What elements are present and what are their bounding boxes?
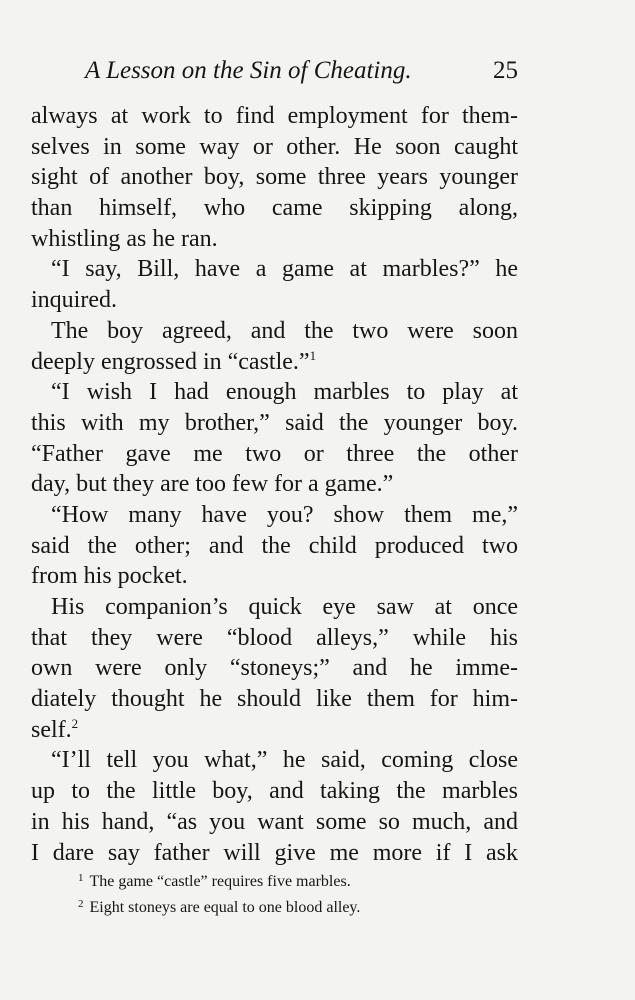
text-line-content: up to the little boy, and taking the marbles: [31, 778, 518, 805]
text-line: [31, 592, 518, 623]
text-line-content: this with my brother,” said the younger boy.: [31, 409, 518, 436]
text-line-content: diately thought he should like them for him-: [31, 686, 518, 713]
text-line: [31, 439, 518, 470]
footnote-reference: 1: [309, 347, 317, 363]
footnote-text: The game “castle” requires five marbles.: [89, 873, 351, 890]
text-line-content: “I’ll tell you what,” he said, coming close: [51, 747, 518, 774]
text-line: [31, 316, 518, 347]
text-line-content: The boy agreed, and the two were soon: [51, 317, 518, 344]
text-line-content: I dare say father will give me more if I ask: [31, 839, 518, 866]
text-line-content: selves in some way or other. He soon caught: [31, 133, 518, 160]
text-line: [31, 561, 518, 592]
text-line-content: day, but they are too few for a game.”: [31, 471, 394, 498]
footnote-text: Eight stoneys are equal to one blood alley.: [89, 899, 361, 916]
text-line: [31, 715, 518, 746]
footnote-marker: 1: [78, 872, 84, 884]
text-line: [31, 285, 518, 316]
text-line: [31, 377, 518, 408]
running-title: A Lesson on the Sin of Cheating.: [85, 57, 412, 84]
text-line-content: than himself, who came skipping along,: [31, 195, 518, 222]
text-line-content: that they were “blood alleys,” while his: [31, 624, 518, 651]
page-number: 25: [493, 57, 518, 84]
footnotes: [78, 867, 518, 919]
footnote-reference: 2: [71, 715, 79, 731]
text-line: [31, 807, 518, 838]
text-line-content: said the other; and the child produced two: [31, 532, 518, 559]
text-line-content: in his hand, “as you want some so much, and: [31, 808, 518, 835]
text-line: [31, 254, 518, 285]
text-line-content: “Father gave me two or three the other: [31, 440, 518, 467]
text-line: [31, 347, 518, 378]
text-line: [31, 408, 518, 439]
running-header: [85, 57, 518, 91]
text-line: [31, 193, 518, 224]
footnote-marker: 2: [78, 898, 84, 910]
text-line-content: self.: [31, 716, 72, 743]
text-line: [31, 224, 518, 255]
text-line: [31, 469, 518, 500]
text-line: [31, 745, 518, 776]
text-line: [31, 162, 518, 193]
text-line-content: sight of another boy, some three years younger: [31, 164, 518, 191]
text-line: [31, 838, 518, 869]
text-line: [31, 500, 518, 531]
text-line-content: “How many have you? show them me,”: [51, 501, 518, 528]
text-line: [31, 653, 518, 684]
text-line-content: His companion’s quick eye saw at once: [51, 594, 518, 620]
text-line-content: deeply engrossed in “castle.”: [31, 348, 310, 375]
text-line-content: always at work to find employment for them-: [31, 103, 518, 129]
text-line-content: from his pocket.: [31, 563, 188, 590]
text-line-content: whistling as he ran.: [31, 225, 218, 252]
text-line: [31, 531, 518, 562]
text-line: [31, 776, 518, 807]
text-line-content: inquired.: [31, 287, 117, 314]
text-line-content: own were only “stoneys;” and he imme-: [31, 655, 518, 682]
text-line: [31, 623, 518, 654]
text-line: [31, 101, 518, 132]
footnote: [78, 893, 518, 919]
text-line: [31, 684, 518, 715]
text-line-content: “I say, Bill, have a game at marbles?” he: [51, 256, 518, 283]
body-text: [31, 101, 518, 868]
text-line-content: “I wish I had enough marbles to play at: [51, 379, 518, 406]
footnote: [78, 867, 518, 893]
text-line: [31, 132, 518, 163]
